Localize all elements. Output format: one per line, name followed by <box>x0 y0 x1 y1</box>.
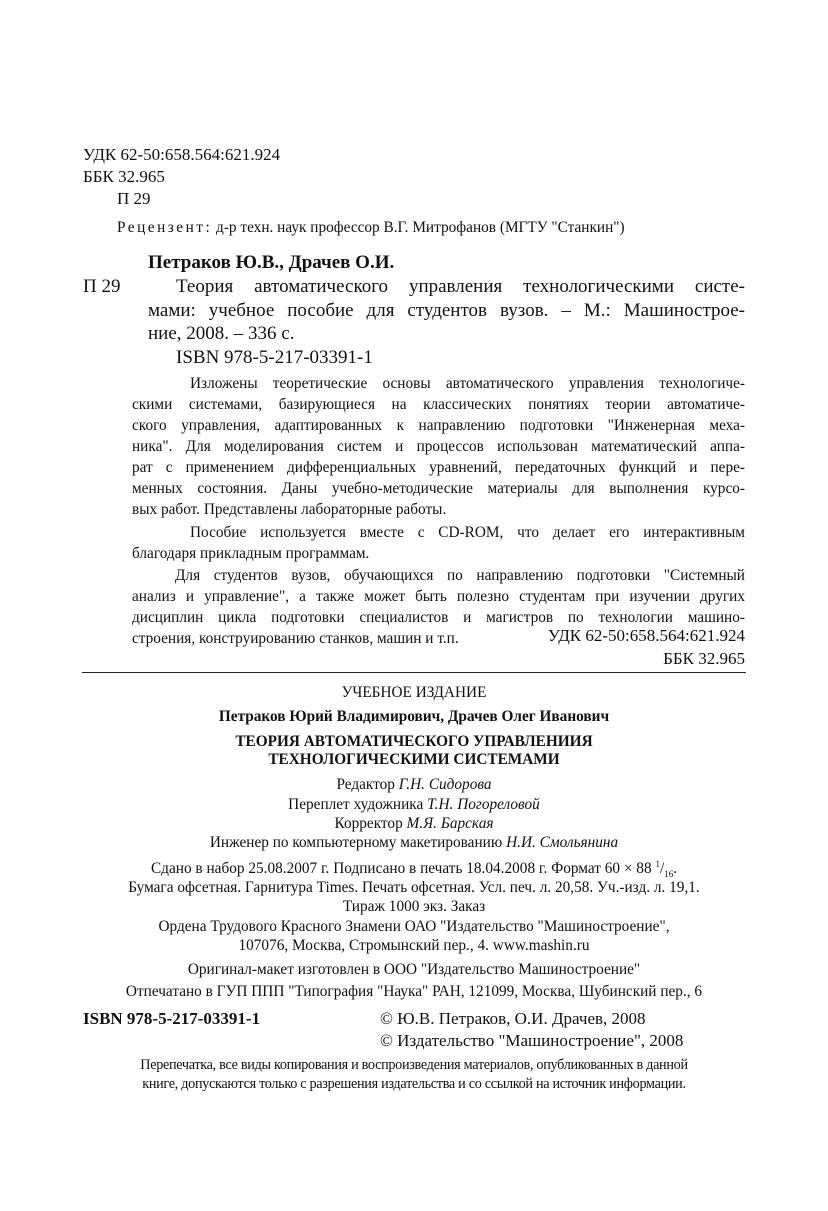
print-info-1: Сдано в набор 25.08.2007 г. Подписано в печать 18.04.2008 г. Формат 60 × 88 $^1/_{16}$. <box>150 859 678 880</box>
editor-label: Редактор <box>336 776 395 793</box>
bib-isbn: ISBN 978-5-217-03391-1 <box>176 347 373 368</box>
proof-name: М.Я. Барская <box>406 815 494 832</box>
bib-title-line: Теория автоматического управления технологическими систе- <box>176 276 745 297</box>
abstract-bbk: ББК 32.965 <box>663 649 745 668</box>
layout-label: Инженер по компьютерному макетированию <box>209 834 503 851</box>
proof-label: Корректор <box>334 815 403 832</box>
bib-title-line: мами: учебное пособие для студентов вузов. – М.: Машинострое- <box>148 300 745 321</box>
original-layout: Оригинал-макет изготовлен в ООО "Издательство Машиностроение" <box>187 961 641 978</box>
abstract-line: скими системами, базирующиеся на классических понятиях теории автоматиче- <box>132 396 745 413</box>
abstract-line: ника". Для моделирования систем и процессов использован математический аппа- <box>132 438 745 455</box>
udk-code: УДК 62-50:658.564:621.924 <box>83 145 281 164</box>
abstract-line: анализ и управление", а также может быть полезно студентам при изучении других <box>132 588 745 605</box>
cover-artist <box>60 797 768 812</box>
layout-engineer <box>60 835 768 850</box>
isbn-bottom: ISBN 978-5-217-03391-1 <box>83 1009 261 1028</box>
copyright-publisher: © Издательство "Машиностроение", 2008 <box>380 1031 684 1050</box>
edition-type: УЧЕБНОЕ ИЗДАНИЕ <box>341 684 487 701</box>
format-numerator: 1 <box>655 859 660 869</box>
abstract-udk: УДК 62-50:658.564:621.924 <box>547 626 745 645</box>
abstract-line: дисциплин цикла подготовки специалистов и магистров по технологии машино- <box>132 609 745 626</box>
bib-title-line: ние, 2008. – 336 с. <box>148 323 295 344</box>
print-info-2: Бумага офсетная. Гарнитура Times. Печать офсетная. Усл. печ. л. 20,58. Уч.-изд. л. 19,1. <box>128 879 700 896</box>
author-mark: П 29 <box>117 189 151 208</box>
abstract-line: вых работ. Представлены лабораторные работы. <box>132 501 447 518</box>
abstract-line: благодаря прикладным программам. <box>132 545 370 562</box>
proofreader <box>60 816 768 831</box>
print-info-3: Тираж 1000 экз. Заказ <box>342 898 486 915</box>
abstract-line: Для студентов вузов, обучающихся по направлению подготовки "Системный <box>175 567 745 584</box>
copyright-authors: © Ю.В. Петраков, О.И. Драчев, 2008 <box>380 1009 646 1028</box>
publisher-line1: Ордена Трудового Красного Знамени ОАО "Издательство "Машиностроение", <box>158 918 670 935</box>
layout-name: Н.И. Смольянина <box>506 834 619 851</box>
authors-full: Петраков Юрий Владимирович, Драчев Олег Иванович <box>218 708 610 725</box>
book-title-line1: ТЕОРИЯ АВТОМАТИЧЕСКОГО УПРАВЛЕНИИЯ <box>235 733 593 750</box>
cover-label: Переплет художника <box>288 796 424 813</box>
editor-name: Г.Н. Сидорова <box>398 776 492 793</box>
abstract-line: менных состояния. Даны учебно-методические материалы для выполнения курсо- <box>132 480 745 497</box>
reviewer <box>117 220 625 235</box>
abstract-line: ского управления, адаптированных к направлению подготовки "Инженерная меха- <box>132 417 745 434</box>
bib-mark: П 29 <box>83 276 121 297</box>
cover-name: Т.Н. Погореловой <box>427 796 540 813</box>
book-title-line2: ТЕХНОЛОГИЧЕСКИМИ СИСТЕМАМИ <box>268 751 560 768</box>
bbk-code: ББК 32.965 <box>83 167 165 186</box>
abstract-line: строения, конструированию станков, машин и т.п. <box>132 630 459 647</box>
printed-by: Отпечатано в ГУП ППП "Типография "Наука" РАН, 121099, Москва, Шубинский пер., 6 <box>125 983 703 1000</box>
publisher-line2: 107076, Москва, Стромынский пер., 4. www.mashin.ru <box>238 937 590 954</box>
reviewer-name: д-р техн. наук профессор В.Г. Митрофанов (МГТУ "Станкин") <box>216 219 625 236</box>
copy-notice-line1: Перепечатка, все виды копирования и воспроизведения материалов, опубликованных в данной <box>140 1057 688 1073</box>
print-line: Сдано в набор 25.08.2007 г. Подписано в печать 18.04.2008 г. Формат 60 × 88 <box>150 860 652 878</box>
divider <box>82 672 746 673</box>
abstract-line: рат с применением дифференциальных уравнений, передаточных функций и пере- <box>132 459 745 476</box>
editor <box>60 777 768 792</box>
copy-notice-line2: книге, допускаются только с разрешения издательства и со ссылкой на источник информации. <box>142 1076 686 1092</box>
reviewer-label: Рецензент: <box>117 219 213 236</box>
authors: Петраков Ю.В., Драчев О.И. <box>148 252 395 273</box>
abstract-line: Пособие используется вместе с CD-ROM, что делает его интерактивным <box>190 524 745 541</box>
abstract-line: Изложены теоретические основы автоматического управления технологиче- <box>190 375 745 392</box>
format-denominator: 16 <box>664 869 674 880</box>
